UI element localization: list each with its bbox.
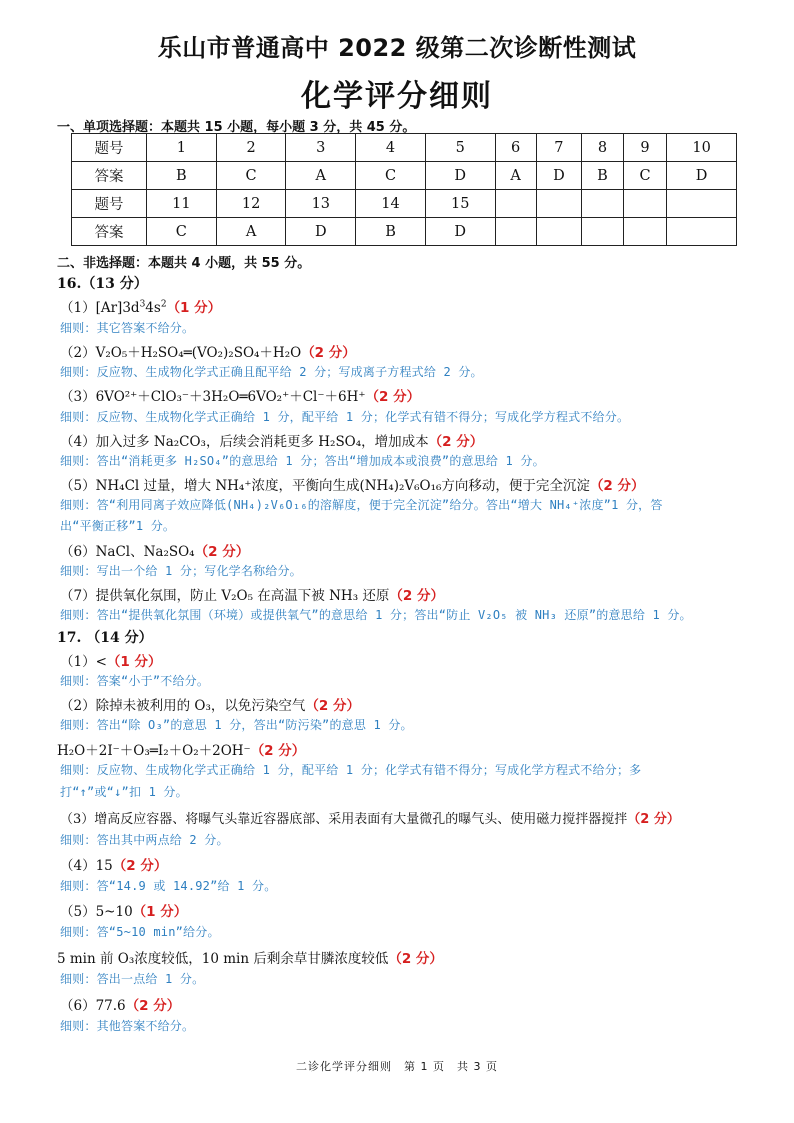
q16-detail-5a: 细则：答“利用同离子效应降低(NH₄)₂V₆O₁₆的溶解度，便于完全沉淀”给分。答出“增大 NH₄⁺浓度”1 分，答 — [60, 498, 663, 512]
q16-p7-points: （2 分） — [389, 588, 444, 604]
q16-p3 — [60, 385, 420, 405]
q17-p2-text: （2）除掉未被利用的 O₃，以免污染空气 — [60, 698, 306, 714]
table-cell: 13 — [286, 190, 356, 218]
table-cell — [623, 190, 666, 218]
q16-p4-points: （2 分） — [428, 434, 484, 450]
table-cell: 3 — [286, 134, 356, 162]
q17-detail-5: 细则：答“5~10 min”给分。 — [60, 925, 220, 939]
table-cell — [582, 218, 624, 246]
q16-p1 — [60, 296, 221, 316]
q17-p5-text: （5）5~10 — [60, 904, 133, 920]
q17-p3 — [60, 808, 680, 827]
q16-detail-2: 细则：反应物、生成物化学式正确且配平给 2 分；写成离子方程式给 2 分。 — [60, 365, 483, 379]
table-cell: 12 — [216, 190, 286, 218]
table-cell: A — [495, 162, 536, 190]
table-cell: B — [147, 162, 217, 190]
q17-p1-points: （1 分） — [106, 654, 162, 670]
table-cell — [536, 218, 581, 246]
table-cell: B — [582, 162, 624, 190]
q17-detail-2b-b: 打“↑”或“↓”扣 1 分。 — [60, 785, 188, 799]
q16-detail-5b: 出“平衡正移”1 分。 — [60, 519, 176, 533]
q16-p1-sup1: 3 — [139, 299, 146, 310]
q16-p7 — [60, 584, 444, 604]
table-cell: A — [286, 162, 356, 190]
table-cell: C — [356, 162, 426, 190]
table-cell — [582, 190, 624, 218]
q16-heading: 16.（13 分） — [57, 276, 148, 292]
table-cell: 1 — [147, 134, 217, 162]
q17-p4-points: （2 分） — [112, 858, 168, 874]
table-cell: C — [216, 162, 286, 190]
table-cell: 4 — [356, 134, 426, 162]
table-cell — [536, 190, 581, 218]
q16-detail-6: 细则：写出一个给 1 分；写化学名称给分。 — [60, 564, 302, 578]
q16-p5-text: （5）NH₄Cl 过量，增大 NH₄⁺浓度，平衡向生成(NH₄)₂V₆O₁₆方向移动，便于完全沉淀 — [60, 478, 590, 494]
answer-table — [71, 133, 737, 246]
q17-detail-3: 细则：答出其中两点给 2 分。 — [60, 833, 229, 847]
table-label-answer: 答案 — [72, 162, 147, 190]
q16-detail-1: 细则：其它答案不给分。 — [60, 321, 195, 335]
table-cell: 5 — [425, 134, 495, 162]
table-cell: 11 — [147, 190, 217, 218]
q16-p2-text: （2）V₂O₅＋H₂SO₄═(VO₂)₂SO₄＋H₂O — [60, 345, 302, 361]
section2-heading: 二、非选择题：本题共 4 小题，共 55 分。 — [57, 256, 311, 271]
q17-p3-text: （3）增高反应容器、将曝气头靠近容器底部、采用表面有大量微孔的曝气头、使用磁力搅拌器搅拌 — [60, 812, 628, 827]
table-label-answer: 答案 — [72, 218, 147, 246]
q16-p6-text: （6）NaCl、Na₂SO₄ — [60, 544, 195, 560]
table-row-answer-1 — [72, 162, 737, 190]
q17-p5b — [57, 947, 443, 967]
table-cell: 9 — [623, 134, 666, 162]
table-cell: A — [216, 218, 286, 246]
q17-p2b — [57, 739, 305, 759]
table-cell — [667, 190, 737, 218]
q16-p1-points: （1 分） — [166, 300, 222, 316]
table-cell: 2 — [216, 134, 286, 162]
q17-heading: 17. （14 分） — [57, 630, 153, 646]
q16-p3-points: （2 分） — [365, 389, 421, 405]
q17-detail-4: 细则：答“14.9 或 14.92”给 1 分。 — [60, 879, 277, 893]
q16-detail-7: 细则：答出“提供氧化氛围（环境）或提供氧气”的意思给 1 分；答出“防止 V₂O₅ 被 NH₃ 还原”的意思给 1 分。 — [60, 608, 692, 622]
table-row-number-2 — [72, 190, 737, 218]
q16-p2 — [60, 341, 356, 361]
table-cell: 6 — [495, 134, 536, 162]
q17-p2b-text: H₂O＋2I⁻＋O₃═I₂＋O₂＋2OH⁻ — [57, 743, 251, 759]
table-cell: 15 — [425, 190, 495, 218]
table-label-number: 题号 — [72, 134, 147, 162]
q17-p2b-points: （2 分） — [250, 743, 306, 759]
q17-p2 — [60, 694, 360, 714]
q17-detail-5b: 细则：答出一点给 1 分。 — [60, 972, 205, 986]
q16-p5-points: （2 分） — [589, 478, 645, 494]
document-title: 乐山市普通高中 2022 级第二次诊断性测试 — [157, 34, 637, 62]
q16-detail-3: 细则：反应物、生成物化学式正确给 1 分，配平给 1 分；化学式有错不得分；写成化学方程式不给分。 — [60, 410, 630, 424]
q17-p4-text: （4）15 — [60, 858, 113, 874]
q17-p2-points: （2 分） — [305, 698, 360, 714]
q17-p6 — [60, 994, 180, 1014]
q16-p7-text: （7）提供氧化氛围，防止 V₂O₅ 在高温下被 NH₃ 还原 — [60, 588, 390, 604]
q17-p4 — [60, 854, 167, 874]
q16-p1-mid: 4s — [145, 300, 161, 316]
q17-detail-2b-a: 细则：反应物、生成物化学式正确给 1 分，配平给 1 分；化学式有错不得分；写成化学方程式不给分；多 — [60, 763, 642, 777]
table-cell: 10 — [667, 134, 737, 162]
q17-p6-points: （2 分） — [125, 998, 181, 1014]
q17-p5b-text: 5 min 前 O₃浓度较低，10 min 后剩余草甘膦浓度较低 — [57, 951, 389, 967]
table-row-number-1 — [72, 134, 737, 162]
q16-p4 — [60, 430, 483, 450]
table-cell: D — [536, 162, 581, 190]
table-cell: 7 — [536, 134, 581, 162]
q17-p5b-points: （2 分） — [388, 951, 443, 967]
table-cell — [667, 218, 737, 246]
q17-p1-text: （1）< — [60, 654, 107, 670]
table-cell: 8 — [582, 134, 624, 162]
table-cell: D — [286, 218, 356, 246]
q16-p1-text: （1）[Ar]3d — [60, 300, 140, 316]
table-cell: D — [425, 162, 495, 190]
q17-p5 — [60, 900, 187, 920]
q16-p4-text: （4）加入过多 Na₂CO₃，后续会消耗更多 H₂SO₄，增加成本 — [60, 434, 429, 450]
table-cell — [623, 218, 666, 246]
table-label-number: 题号 — [72, 190, 147, 218]
page-footer: 二诊化学评分细则 第 1 页 共 3 页 — [296, 1060, 498, 1073]
q16-p3-text: （3）6VO²⁺＋ClO₃⁻＋3H₂O═6VO₂⁺＋Cl⁻＋6H⁺ — [60, 389, 366, 405]
q17-p1 — [60, 650, 162, 670]
table-cell: B — [356, 218, 426, 246]
table-cell — [495, 218, 536, 246]
table-cell: C — [147, 218, 217, 246]
q17-detail-1: 细则：答案“小于”不给分。 — [60, 674, 210, 688]
table-cell: C — [623, 162, 666, 190]
table-row-answer-2 — [72, 218, 737, 246]
q16-detail-4: 细则：答出“消耗更多 H₂SO₄”的意思给 1 分；答出“增加成本或浪费”的意思给 1 分。 — [60, 454, 545, 468]
table-cell — [495, 190, 536, 218]
q17-p6-text: （6）77.6 — [60, 998, 126, 1014]
q16-p6 — [60, 540, 249, 560]
q17-p5-points: （1 分） — [132, 904, 188, 920]
table-cell: 14 — [356, 190, 426, 218]
table-cell: D — [667, 162, 737, 190]
q17-detail-2: 细则：答出“除 O₃”的意思 1 分，答出“防污染”的意思 1 分。 — [60, 718, 413, 732]
q16-p5 — [60, 474, 645, 494]
q17-p3-points: （2 分） — [627, 812, 680, 827]
q16-p2-points: （2 分） — [301, 345, 356, 361]
q17-detail-6: 细则：其他答案不给分。 — [60, 1019, 195, 1033]
section1-heading: 一、单项选择题：本题共 15 小题，每小题 3 分，共 45 分。 — [57, 120, 416, 135]
q16-p1-sup2: 2 — [160, 299, 167, 310]
document-subtitle: 化学评分细则 — [301, 79, 493, 114]
table-cell: D — [425, 218, 495, 246]
q16-p6-points: （2 分） — [194, 544, 250, 560]
